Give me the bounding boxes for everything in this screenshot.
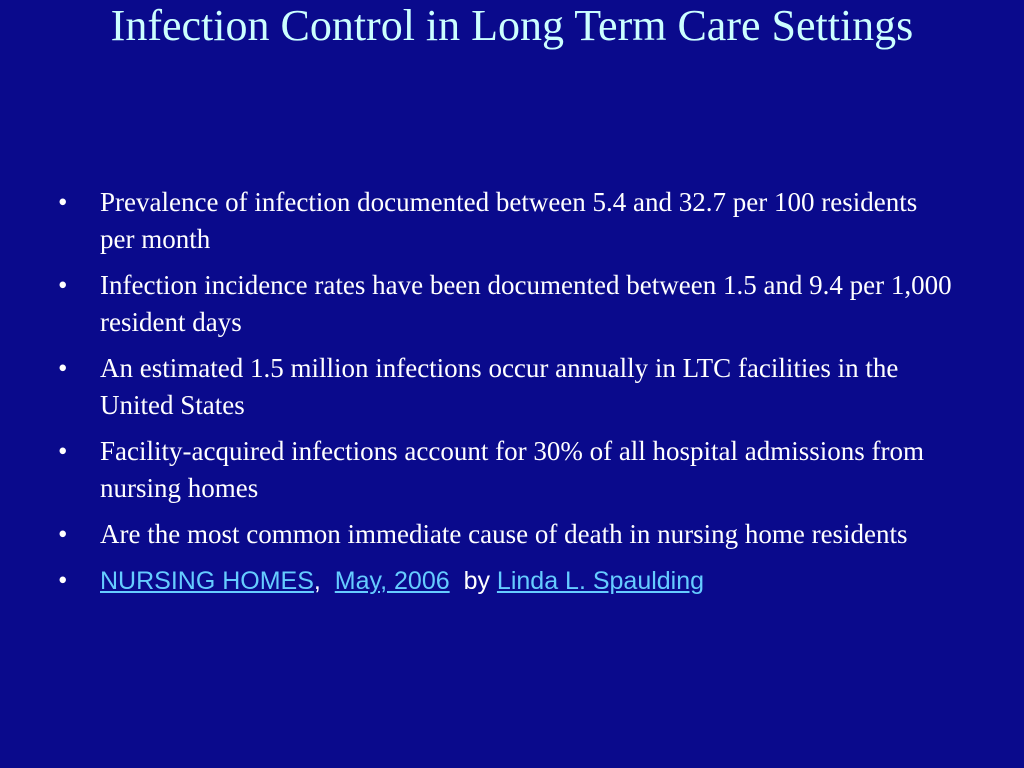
bullet-dot: • [58,565,68,595]
bullet-item [58,433,958,507]
bullet-dot: • [58,270,68,300]
bullet-item [58,267,958,341]
bullet-text: Facility-acquired infections account for 30% of all hospital admissions from nursing homes [100,436,925,503]
slide-title: Infection Control in Long Term Care Settings [110,1,914,50]
bullet-list [58,184,958,609]
nursing-homes-link[interactable]: NURSING HOMES [100,567,314,595]
citation-line [100,567,704,595]
bullet-dot: • [58,353,68,383]
date-link[interactable]: May, 2006 [334,567,450,595]
bullet-item [58,516,958,553]
bullet-text: Prevalence of infection documented between 5.4 and 32.7 per 100 residents per month [100,187,918,254]
citation-item [58,562,958,600]
bullet-text: Are the most common immediate cause of death in nursing home residents [100,519,908,549]
citation-separator: , [313,567,321,595]
bullet-dot: • [58,519,68,549]
bullet-item [58,350,958,424]
author-link[interactable]: Linda L. Spaulding [496,567,705,595]
citation-by: by [463,567,490,595]
bullet-dot: • [58,436,68,466]
bullet-text: Infection incidence rates have been documented between 1.5 and 9.4 per 1,000 resident days [100,270,952,337]
bullet-text: An estimated 1.5 million infections occur annually in LTC facilities in the United States [100,353,899,420]
bullet-dot: • [58,187,68,217]
bullet-item [58,184,958,258]
